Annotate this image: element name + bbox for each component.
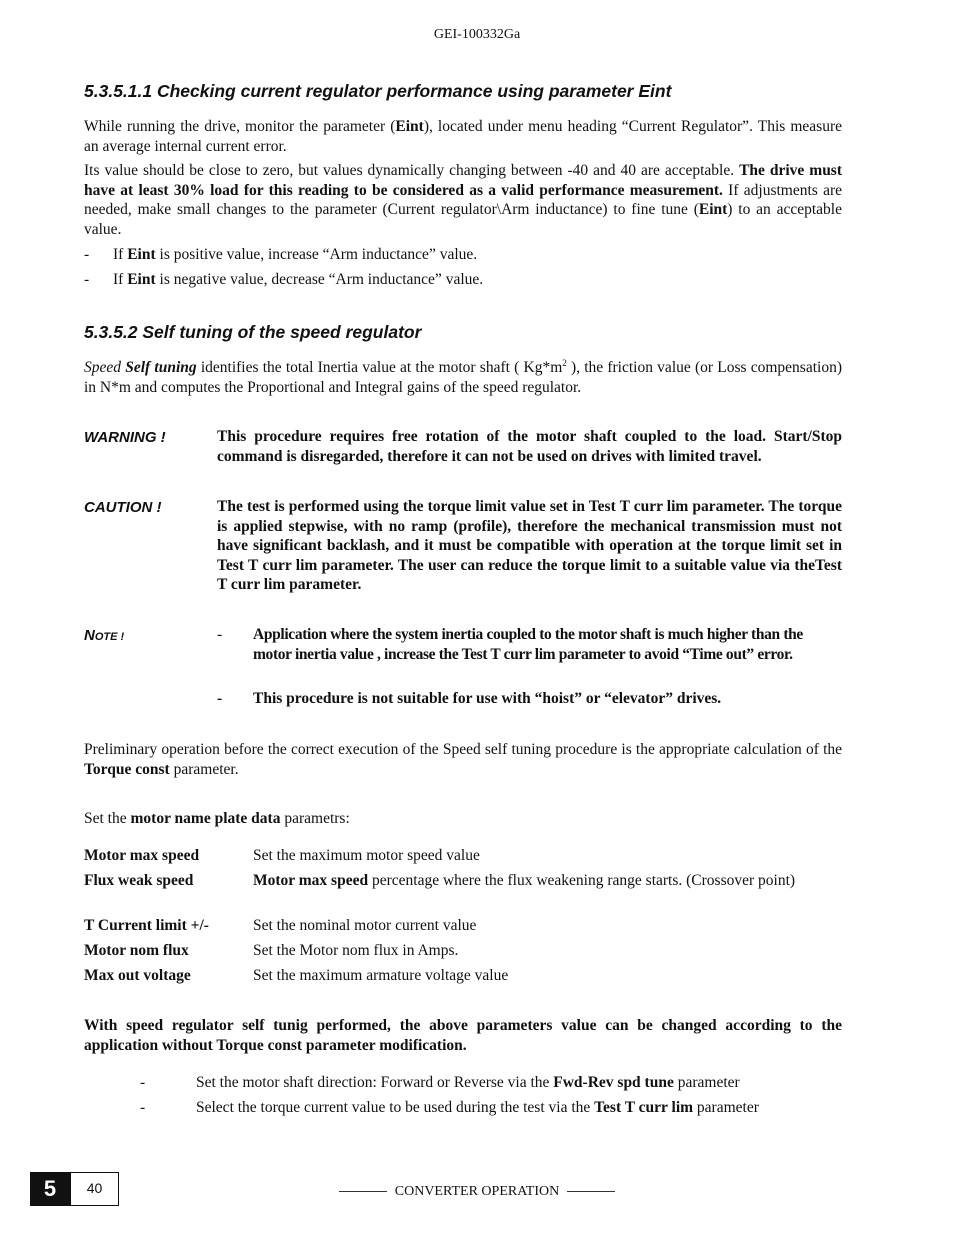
param-description: Motor max speed percentage where the flux weakening range starts. (Crossover point)	[253, 872, 796, 889]
param-name: Motor max speed	[84, 847, 200, 864]
section-heading-self-tuning: 5.3.5.2 Self tuning of the speed regulator	[84, 322, 422, 342]
paragraph-nameplate: Set the motor name plate data parametrs:	[84, 810, 350, 827]
list-item: - Select the torque current value to be used during the test via the Test T curr lim parameter	[140, 1099, 759, 1116]
chapter-number: 5	[30, 1172, 70, 1206]
paragraph-after-tuning: With speed regulator self tunig performed, the above parameters value can be changed according to the application without Torque const parameter modification.	[84, 1017, 842, 1054]
paragraph-preliminary: Preliminary operation before the correct execution of the Speed self tuning procedure is the appropriate calculation of the Torque const parameter.	[84, 741, 842, 778]
warning-label: WARNING !	[84, 429, 166, 446]
paragraph-eint-monitor: While running the drive, monitor the parameter (Eint), located under menu heading “Current Regulator”. This measure an average internal current error.	[84, 118, 842, 155]
section-heading-eint: 5.3.5.1.1 Checking current regulator performance using parameter Eint	[84, 81, 672, 101]
footer-rule-left	[339, 1191, 387, 1192]
paragraph-eint-acceptable: Its value should be close to zero, but values dynamically changing between -40 and 40 are acceptable. The drive must have at least 30% load for this reading to be considered as a valid performance measurement. If adjustments are needed, make small changes to the parameter (Current regulator\Arm inductance) to fine tune (Eint) to an acceptable value.	[84, 162, 843, 238]
param-name: T Current limit +/-	[84, 917, 209, 934]
param-name: Motor nom flux	[84, 942, 189, 959]
paragraph-self-tuning: Speed Self tuning identifies the total Inertia value at the motor shaft ( $Kg*m^2$ ), the friction value (or Loss compensation) in N*m and computes the Proportional and Integral gains of the speed regulator.	[84, 357, 842, 396]
param-name: Flux weak speed	[84, 872, 194, 889]
footer-rule-right	[567, 1191, 615, 1192]
note-item: - Application where the system inertia coupled to the motor shaft is much higher than the motor inertia value , increase the Test T curr lim parameter to avoid “Time out” error.	[217, 626, 803, 663]
param-description: Set the nominal motor current value	[253, 917, 477, 934]
page-number: 40	[70, 1172, 119, 1206]
footer-title: CONVERTER OPERATION	[0, 1182, 954, 1202]
param-description: Set the maximum motor speed value	[253, 847, 480, 864]
caution-text: The test is performed using the torque limit value set in Test T curr lim parameter. The torque is applied stepwise, with no ramp (profile), therefore the mechanical transmission must not have significant backlash, and it must be compatible with operation at the torque limit set in Test T curr lim parameter. The user can reduce the torque limit to a suitable value via theTest T curr lim parameter.	[217, 498, 842, 593]
list-item: - Set the motor shaft direction: Forward or Reverse via the Fwd-Rev spd tune parameter	[140, 1074, 740, 1091]
param-description: Set the Motor nom flux in Amps.	[253, 942, 459, 959]
document-id: GEI-100332Ga	[433, 27, 521, 42]
param-description: Set the maximum armature voltage value	[253, 967, 509, 984]
warning-text: This procedure requires free rotation of the motor shaft coupled to the load. Start/Stop command is disregarded, therefore it can not be used on drives with limited travel.	[217, 428, 842, 465]
param-name: Max out voltage	[84, 967, 191, 984]
note-item: - This procedure is not suitable for use with “hoist” or “elevator” drives.	[217, 690, 722, 707]
note-label: NOTE !	[84, 627, 125, 644]
caution-label: CAUTION !	[84, 499, 162, 516]
